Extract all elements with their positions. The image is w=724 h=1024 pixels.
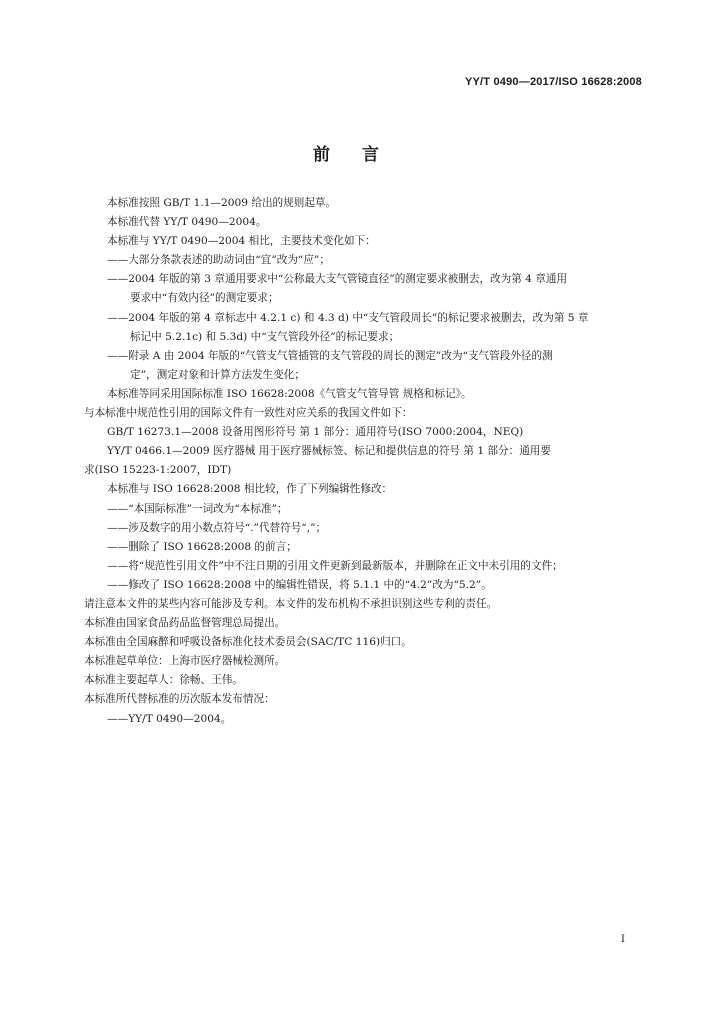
foreword-body <box>84 194 644 729</box>
paragraph-continuation: 求(ISO 15223-1:2007，IDT) <box>84 464 232 477</box>
list-item: ——将“规范性引用文件”中不注日期的引用文件更新到最新版本，并删除在正文中未引用的文件； <box>107 559 563 572</box>
paragraph: 本标准按照 GB/T 1.1—2009 给出的规则起草。 <box>107 197 337 209</box>
paragraph: 请注意本文件的某些内容可能涉及专利。本文件的发布机构不承担识别这些专利的责任。 <box>84 597 498 610</box>
standard-code-header: YY/T 0490—2017/ISO 16628:2008 <box>464 76 642 88</box>
paragraph: 本标准与 ISO 16628:2008 相比较，作了下列编辑性修改： <box>107 483 393 496</box>
paragraph: 本标准主要起草人：徐畅、王伟。 <box>84 674 243 687</box>
list-item: ——涉及数字的用小数点符号“.”代替符号“,”； <box>107 521 327 534</box>
list-item-continuation: 标记中 5.2.1c) 和 5.3d) 中“支气管段外径”的标记要求； <box>130 330 400 343</box>
paragraph: 本标准所代替标准的历次版本发布情况： <box>84 693 275 706</box>
paragraph: GB/T 16273.1—2008 设备用图形符号 第 1 部分：通用符号(ISO 7000:2004，NEQ) <box>107 426 524 439</box>
list-item-continuation: 要求中“有效内径”的测定要求； <box>130 292 279 305</box>
list-item: ——2004 年版的第 4 章标志中 4.2.1 c) 和 4.3 d) 中“支气管段周长”的标记要求被删去，改为第 5 章 <box>107 311 589 324</box>
paragraph: 本标准代替 YY/T 0490—2004。 <box>107 216 267 229</box>
paragraph: 与本标准中规范性引用的国际文件有一致性对应关系的我国文件如下： <box>84 407 413 420</box>
list-item: ——大部分条款表述的助动词由“宜”改为“应”； <box>107 254 330 267</box>
paragraph: 本标准等同采用国际标准 ISO 16628:2008《气管支气管导管 规格和标记》。 <box>107 387 472 400</box>
paragraph: 本标准由全国麻醉和呼吸设备标准化技术委员会(SAC/TC 116)归口。 <box>84 636 412 649</box>
list-item: ——YY/T 0490—2004。 <box>107 712 232 725</box>
page-number: I <box>621 934 625 945</box>
list-item: ——附录 A 由 2004 年版的“气管支气管插管的支气管段的周长的测定”改为“支气管段外径的测 <box>107 349 553 362</box>
list-item: ——删除了 ISO 16628:2008 的前言； <box>107 540 297 553</box>
list-item: ——修改了 ISO 16628:2008 中的编辑性错误，将 5.1.1 中的“4.2”改为“5.2”。 <box>107 578 492 591</box>
page-title: 前言 <box>313 145 411 165</box>
paragraph: 本标准与 YY/T 0490—2004 相比，主要技术变化如下： <box>107 235 376 248</box>
paragraph: 本标准起草单位：上海市医疗器械检测所。 <box>84 655 286 668</box>
list-item: ——“本国际标准”一词改为“本标准”； <box>107 502 288 515</box>
paragraph: 本标准由国家食品药品监督管理总局提出。 <box>84 617 286 630</box>
list-item-continuation: 定”，测定对象和计算方法发生变化； <box>130 368 305 381</box>
paragraph: YY/T 0466.1—2009 医疗器械 用于医疗器械标签、标记和提供信息的符号 第 1 部分：通用要 <box>107 445 551 458</box>
list-item: ——2004 年版的第 3 章通用要求中“公称最大支气管镜直径”的测定要求被删去，改为第 4 章通用 <box>107 273 568 286</box>
